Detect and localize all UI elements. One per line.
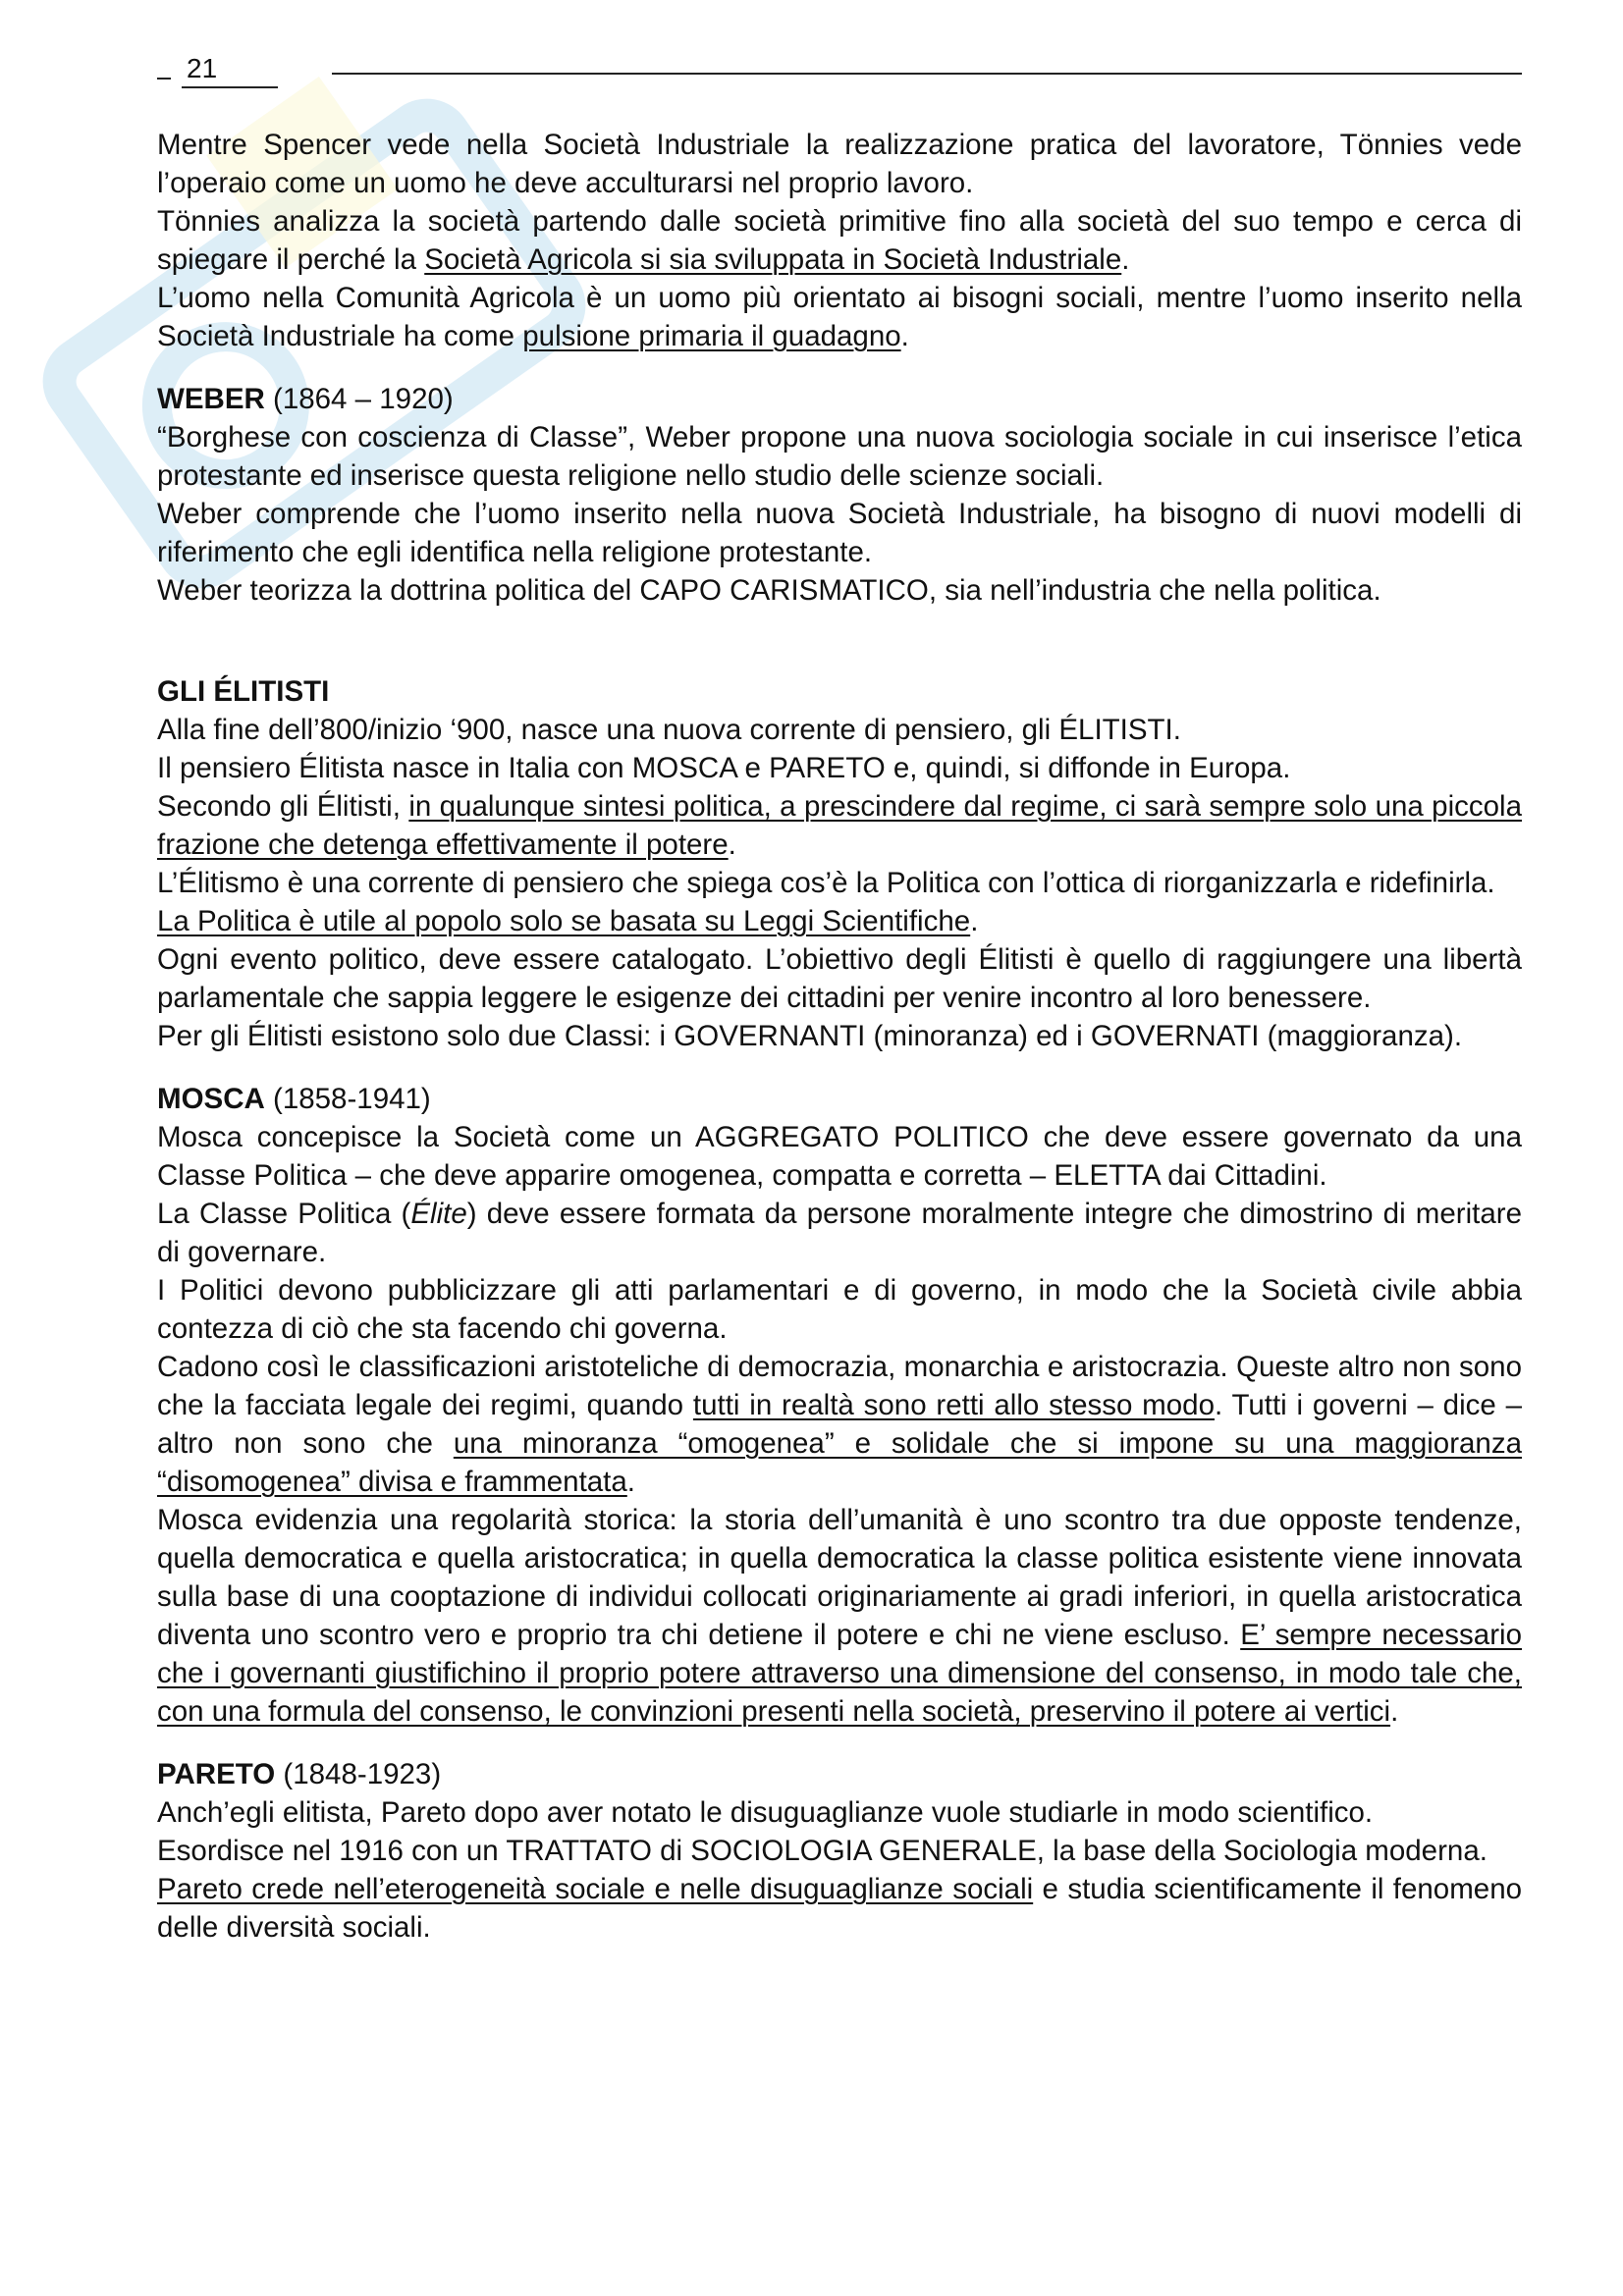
paragraph: “Borghese con coscienza di Classe”, Weber propone una nuova sociologia sociale in cui inserisce l’etica protestante ed inserisce questa religione nello studio delle scienze sociali. [157, 421, 1522, 492]
underlined-text: una minoranza “omogenea” e solidale che si impone su una maggioranza “disomogenea” divisa e frammentata [157, 1427, 1522, 1498]
paragraph: Il pensiero Élitista nasce in Italia con MOSCA e PARETO e, quindi, si diffonde in Europa. [157, 752, 1291, 784]
paragraph: L’uomo nella Comunità Agricola è un uomo più orientato ai bisogni sociali, mentre l’uomo inserito nella Società Industriale ha come pulsione primaria il guadagno. [157, 282, 1522, 352]
underlined-text: in qualunque sintesi politica, a prescindere dal regime, ci sarà sempre solo una piccola frazione che detenga effettivamente il potere [157, 790, 1522, 861]
paragraph: Weber comprende che l’uomo inserito nella nuova Società Industriale, ha bisogno di nuovi modelli di riferimento che egli identifica nella religione protestante. [157, 498, 1522, 568]
paragraph: Anch’egli elitista, Pareto dopo aver notato le disuguaglianze vuole studiarle in modo scientifico. [157, 1796, 1374, 1829]
paragraph: Mosca evidenzia una regolarità storica: la storia dell’umanità è uno scontro tra due opposte tendenze, quella democratica e quella aristocratica; in quella democratica la classe politica esistente viene innovata sulla base di una cooptazione di individui collocati originariamente ai gradi inferiori, in quella aristocratica diventa uno scontro vero e proprio tra chi detiene il potere e chi ne viene escluso. E’ sempre necessario che i governanti giustifichino il proprio potere attraverso una dimensione del consenso, in modo tale che, con una formula del consenso, le convinzioni presenti nella società, preservino il potere ai vertici. [157, 1504, 1522, 1728]
paragraph: Alla fine dell’800/inizio ‘900, nasce una nuova corrente di pensiero, gli ÉLITISTI. [157, 714, 1181, 746]
paragraph: Tönnies analizza la società partendo dalle società primitive fino alla società del suo tempo e cerca di spiegare il perché la Società Agricola si sia sviluppata in Società Industriale. [157, 205, 1522, 276]
paragraph: Weber teorizza la dottrina politica del CAPO CARISMATICO, sia nell’industria che nella politica. [157, 574, 1381, 607]
underlined-text: La Politica è utile al popolo solo se basata su Leggi Scientifiche [157, 905, 971, 937]
underlined-text: Pareto crede nell’eterogeneità sociale e nelle disuguaglianze sociali [157, 1873, 1034, 1905]
section-heading-mosca: MOSCA (1858-1941) [157, 1083, 431, 1115]
header-dash [157, 78, 171, 80]
underlined-text: pulsione primaria il guadagno [522, 320, 901, 352]
page-number-underline [182, 86, 278, 88]
document-body [157, 126, 1522, 1947]
paragraph: Ogni evento politico, deve essere catalogato. L’obiettivo degli Élitisti è quello di raggiungere una libertà parlamentale che sappia leggere le esigenze dei cittadini per venire incontro al loro benessere. [157, 943, 1522, 1014]
paragraph: Mosca concepisce la Società come un AGGREGATO POLITICO che deve essere governato da una Classe Politica – che deve apparire omogenea, compatta e corretta – ELETTA dai Cittadini. [157, 1121, 1522, 1192]
paragraph: La Classe Politica (Élite) deve essere formata da persone moralmente integre che dimostrino di meritare di governare. [157, 1198, 1522, 1268]
header-rule [332, 73, 1522, 75]
section-heading-weber: WEBER (1864 – 1920) [157, 383, 454, 415]
underlined-text: Società Agricola si sia sviluppata in Società Industriale [424, 243, 1122, 276]
page-header [157, 51, 1522, 90]
paragraph: Cadono così le classificazioni aristoteliche di democrazia, monarchia e aristocrazia. Queste altro non sono che la facciata legale dei regimi, quando tutti in realtà sono retti allo stesso modo. Tutti i governi – dice – altro non sono che una minoranza “omogenea” e solidale che si impone su una maggioranza “disomogenea” divisa e frammentata. [157, 1351, 1523, 1498]
paragraph: Pareto crede nell’eterogeneità sociale e nelle disuguaglianze sociali e studia scientificamente il fenomeno delle diversità sociali. [157, 1873, 1523, 1944]
paragraph: L’Élitismo è una corrente di pensiero che spiega cos’è la Politica con l’ottica di riorganizzarla e ridefinirla. [157, 867, 1495, 899]
section-heading-pareto: PARETO (1848-1923) [157, 1758, 442, 1790]
page-number: 21 [187, 53, 218, 83]
paragraph: I Politici devono pubblicizzare gli atti parlamentari e di governo, in modo che la Società civile abbia contezza di ciò che sta facendo chi governa. [157, 1274, 1522, 1345]
section-heading-elitisti: GLI ÉLITISTI [157, 675, 330, 708]
paragraph: La Politica è utile al popolo solo se basata su Leggi Scientifiche. [157, 905, 979, 937]
paragraph: Mentre Spencer vede nella Società Industriale la realizzazione pratica del lavoratore, Tönnies vede l’operaio come un uomo he deve acculturarsi nel proprio lavoro. [157, 129, 1522, 199]
paragraph: Per gli Élitisti esistono solo due Classi: i GOVERNANTI (minoranza) ed i GOVERNATI (maggioranza). [157, 1020, 1463, 1052]
underlined-text: tutti in realtà sono retti allo stesso modo [692, 1389, 1215, 1421]
paragraph: Secondo gli Élitisti, in qualunque sintesi politica, a prescindere dal regime, ci sarà sempre solo una piccola frazione che detenga effettivamente il potere. [157, 790, 1522, 861]
paragraph: Esordisce nel 1916 con un TRATTATO di SOCIOLOGIA GENERALE, la base della Sociologia moderna. [157, 1835, 1488, 1867]
underlined-text: E’ sempre necessario che i governanti giustifichino il proprio potere attraverso una dimensione del consenso, in modo tale che, con una formula del consenso, le convinzioni presenti nella società, preservino il potere ai vertici [157, 1619, 1522, 1728]
